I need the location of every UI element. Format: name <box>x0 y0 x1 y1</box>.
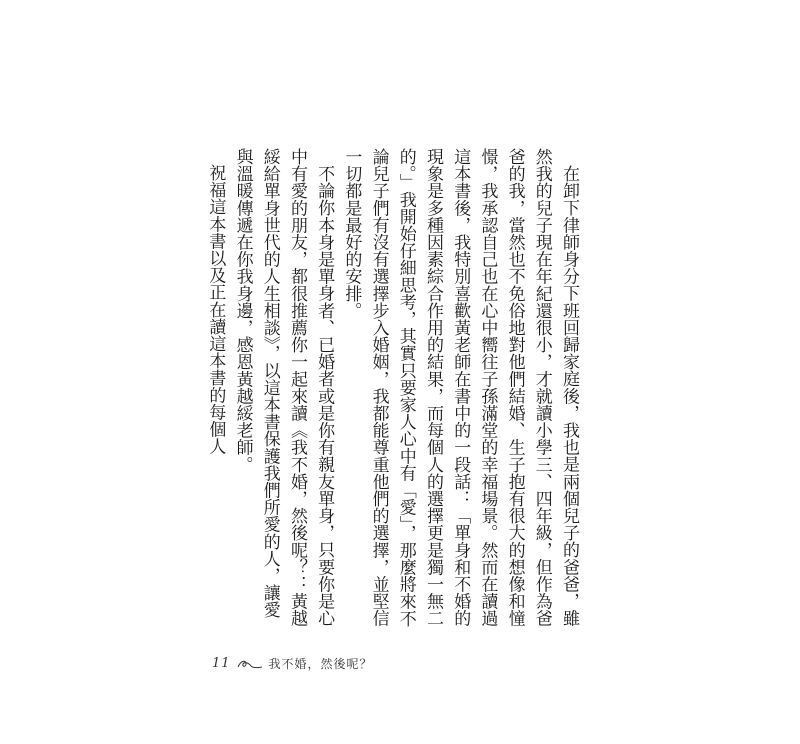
vertical-text-body <box>201 148 582 628</box>
closing-line: 祝福這本書以及正在讀這本書的每個人 <box>205 164 226 455</box>
paragraph-1: 在卸下律師身分下班回歸家庭後，我也是兩個兒子的爸爸，雖然我的兒子現在年紀還很小，才就讀小學三、四年級，但作為爸爸的我，當然也不免俗地對他們結婚、生子抱有很大的想像和憧憬，我承認自己也在心中嚮往子孫滿堂的幸福場景。然而在讀過這本書後，我特別喜歡黃老師在書中的一段話：「單身和不婚的現象是多種因素綜合作用的結果，而每個人的選擇更是獨一無二的。」我開始仔細思考，其實只要家人心中有「愛」，那麼將來不論兒子們有沒有選擇步入婚姻，我都能尊重他們的選擇，並堅信一切都是最好的安排。 <box>341 148 579 627</box>
page-footer <box>212 655 373 672</box>
running-book-title: 我不婚，然後呢？ <box>268 657 373 671</box>
swirl-ornament-icon <box>237 658 263 670</box>
paragraph-2: 不論你本身是單身者、已婚者或是你有親友單身，只要你是心中有愛的朋友，都很推薦你一起來讀《我不婚，然後呢？：黃越綏給單身世代的人生相談》，以這本書保護我們所愛的人，讓愛與溫暖傳遞在你我身邊，感恩黃越綏老師。 <box>232 148 335 627</box>
closing-blessing <box>201 164 228 628</box>
page-number: 11 <box>212 656 231 671</box>
